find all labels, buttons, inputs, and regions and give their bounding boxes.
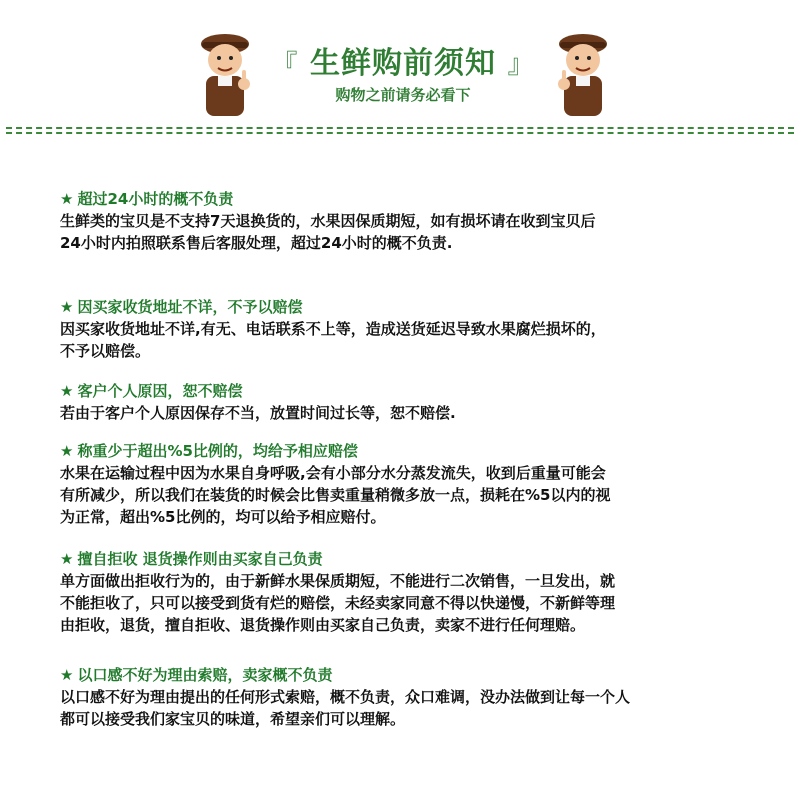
star-icon: ★ <box>60 298 74 316</box>
page-subtitle: 购物之前请务必看下 <box>335 86 471 104</box>
section-body-line: 因买家收货地址不详,有无、电话联系不上等，造成送货延迟导致水果腐烂损坏的， <box>60 320 606 338</box>
section-title <box>60 440 750 462</box>
bracket-close: 』 <box>507 50 535 80</box>
section-title <box>60 188 750 210</box>
notice-section <box>60 296 750 362</box>
section-title-text: 以口感不好为理由索赔，卖家概不负责 <box>77 666 333 684</box>
star-icon: ★ <box>60 442 74 460</box>
section-title <box>60 296 750 318</box>
section-body <box>60 210 750 254</box>
section-title-text: 称重少于超出%5比例的，均给予相应赔偿 <box>77 442 358 460</box>
section-body-line: 若由于客户个人原因保存不当，放置时间过长等，恕不赔偿. <box>60 404 456 422</box>
section-body-line: 不能拒收了，只可以接受到货有烂的赔偿，未经卖家同意不得以快递慢，不新鲜等理 <box>60 594 616 612</box>
section-body-line: 由拒收，退货，擅自拒收、退货操作则由买家自己负责，卖家不进行任何理赔。 <box>60 616 586 634</box>
section-title-text: 因买家收货地址不详，不予以赔偿 <box>77 298 303 316</box>
section-body-line: 以口感不好为理由提出的任何形式索赔，概不负责，众口难调，没办法做到让每一个人 <box>60 688 631 706</box>
section-body-line: 24小时内拍照联系售后客服处理，超过24小时的概不负责. <box>60 234 453 252</box>
section-body-line: 有所减少，所以我们在装货的时候会比售卖重量稍微多放一点，损耗在%5以内的视 <box>60 486 611 504</box>
section-body <box>60 402 750 424</box>
section-body-line: 为正常，超出%5比例的，均可以给予相应赔付。 <box>60 508 386 526</box>
section-title <box>60 548 750 570</box>
section-title <box>60 380 750 402</box>
star-icon: ★ <box>60 550 74 568</box>
dashed-divider <box>6 127 794 134</box>
star-icon: ★ <box>60 190 74 208</box>
section-body <box>60 318 750 362</box>
bracket-open: 『 <box>271 50 299 80</box>
section-body-line: 生鲜类的宝贝是不支持7天退换货的，水果因保质期短，如有损坏请在收到宝贝后 <box>60 212 596 230</box>
star-icon: ★ <box>60 382 74 400</box>
notice-section <box>60 380 750 424</box>
section-body-line: 水果在运输过程中因为水果自身呼吸,会有小部分水分蒸发流失，收到后重量可能会 <box>60 464 606 482</box>
notice-section <box>60 548 750 636</box>
section-title-text: 客户个人原因，恕不赔偿 <box>77 382 243 400</box>
page-title <box>258 38 548 82</box>
notice-section <box>60 188 750 254</box>
star-icon: ★ <box>60 666 74 684</box>
worker-mascot-icon <box>550 22 616 122</box>
section-body-line: 都可以接受我们家宝贝的味道，希望亲们可以理解。 <box>60 710 406 728</box>
header <box>0 0 800 130</box>
section-title <box>60 664 750 686</box>
worker-mascot-icon <box>192 22 258 122</box>
section-title-text: 擅自拒收 退货操作则由买家自己负责 <box>77 550 323 568</box>
section-body <box>60 570 750 636</box>
notice-section <box>60 440 750 528</box>
notice-section <box>60 664 750 730</box>
title-text: 生鲜购前须知 <box>310 46 496 81</box>
section-body-line: 单方面做出拒收行为的，由于新鲜水果保质期短，不能进行二次销售，一旦发出，就 <box>60 572 616 590</box>
section-body <box>60 462 750 528</box>
section-body <box>60 686 750 730</box>
section-body-line: 不予以赔偿。 <box>60 342 151 360</box>
section-title-text: 超过24小时的概不负责 <box>77 190 234 208</box>
